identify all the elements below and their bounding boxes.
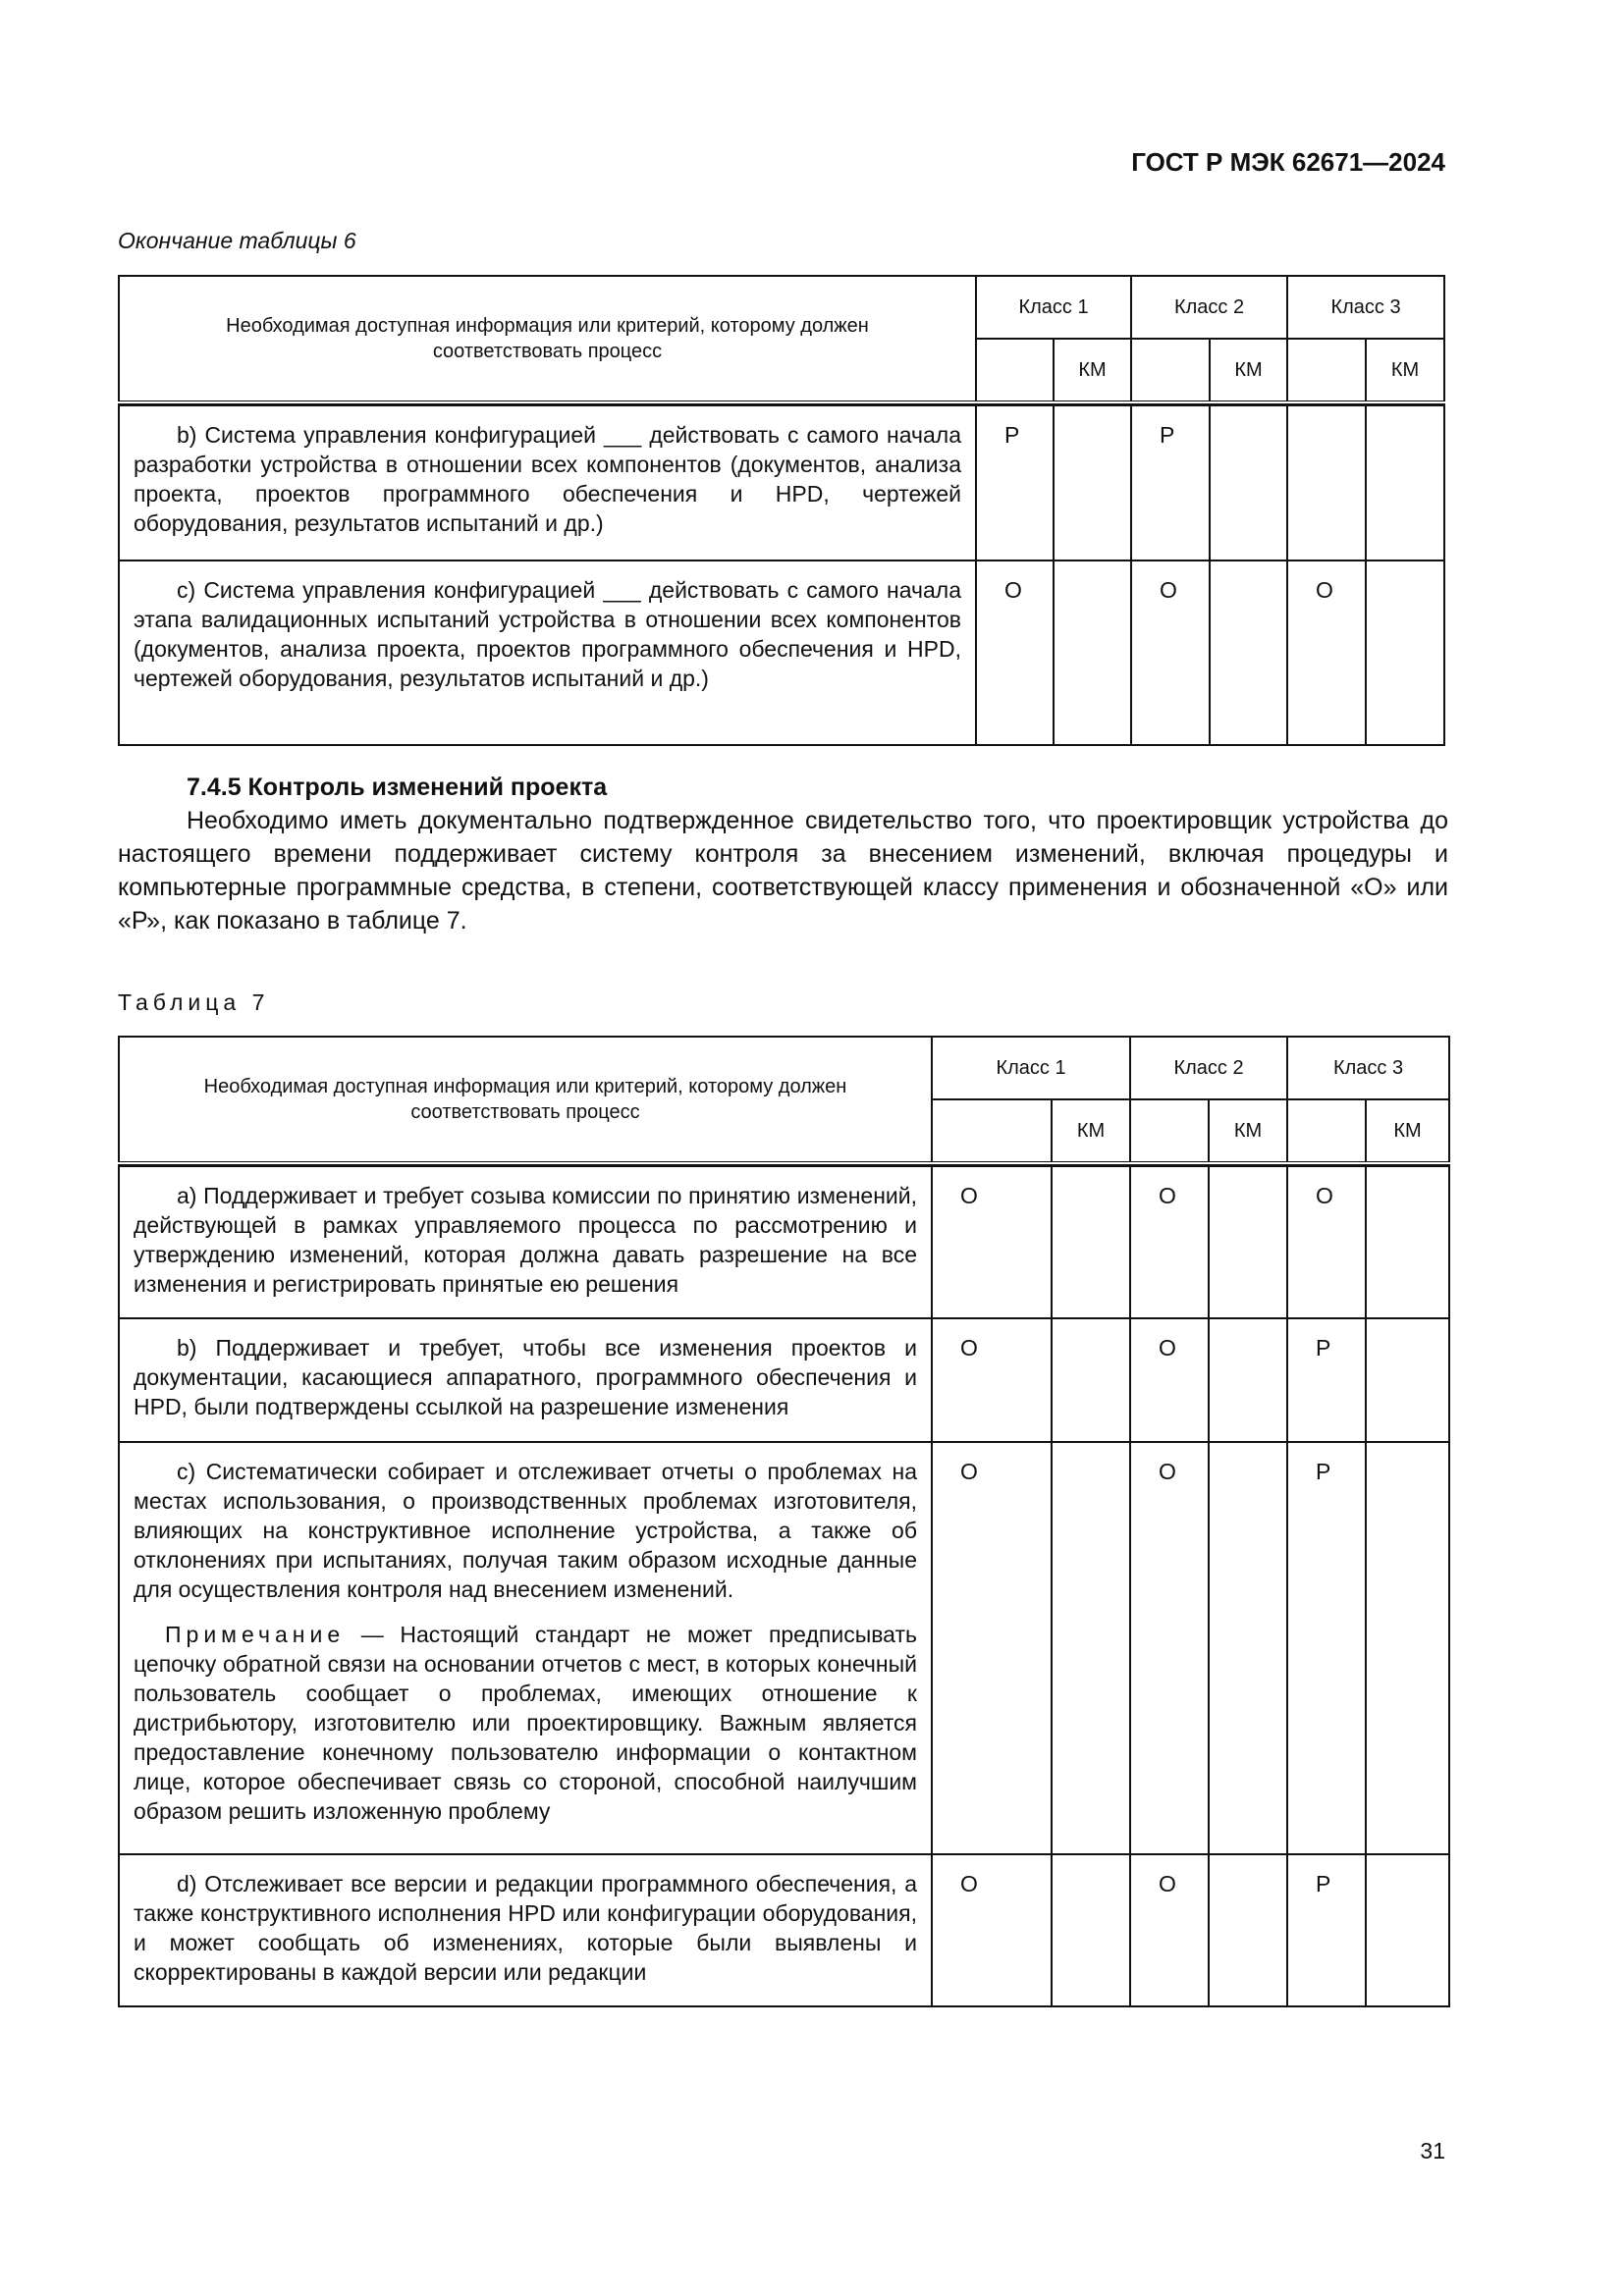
table7 xyxy=(118,1036,1450,2007)
note-text: — Настоящий стандарт не может предписывать цепочку обратной связи на основании отчетов с мест, в которых конечный пользователь сообщает о проблемах, имеющих отношение к дистрибьютору, изготовителю или проектировщику. Важным является предоставление конечному пользователю информации о контактном лице, которое обеспечивает связь со стороной, способной наилучшим образом решить изложенную проблему xyxy=(134,1622,917,1824)
table7-row-b-mark-4 xyxy=(1209,1318,1287,1442)
table6-row xyxy=(119,561,1444,745)
table7-class2-blank xyxy=(1130,1099,1209,1163)
table6-row-c-mark-2 xyxy=(1054,561,1131,745)
section-body: Необходимо иметь документально подтвержденное свидетельство того, что проектировщик устройства до настоящего времени поддерживает систему контроля за внесением изменений, включая процедуры и компьютерные программные средства, в степени, соответствующей классу применения и обозначенной «О» или «Р», как показано в таблице 7. xyxy=(118,807,1448,934)
table7-row-a-mark-4 xyxy=(1209,1166,1287,1318)
table7-row-a-mark-5: O xyxy=(1287,1166,1366,1318)
table7-row-d-mark-1: O xyxy=(932,1854,1052,2006)
section-title: 7.4.5 Контроль изменений проекта xyxy=(187,774,608,801)
section-7-4-5 xyxy=(118,771,1448,937)
table6-class2-blank xyxy=(1131,339,1210,402)
table6-class1-km: КМ xyxy=(1054,339,1131,402)
table7-row-a-mark-3: O xyxy=(1130,1166,1209,1318)
table7-row-d-mark-3: O xyxy=(1130,1854,1209,2006)
table6-row-b-mark-5 xyxy=(1287,405,1366,561)
table6-class1-header: Класс 1 xyxy=(976,276,1131,339)
page-number: 31 xyxy=(1420,2138,1445,2163)
table7-caption: Таблица 7 xyxy=(118,989,270,1015)
table7-row-b-mark-6 xyxy=(1366,1318,1449,1442)
table7-class2-header: Класс 2 xyxy=(1130,1037,1287,1099)
table6-class2-km: КМ xyxy=(1210,339,1287,402)
table7-row xyxy=(119,1854,1449,2006)
table6-row-b-mark-1: P xyxy=(976,405,1054,561)
table7-row-b-mark-1: O xyxy=(932,1318,1052,1442)
table6-class1-blank xyxy=(976,339,1054,402)
table6-row xyxy=(119,405,1444,561)
table7-row-c-mark-5: P xyxy=(1287,1442,1366,1854)
table6-class3-header: Класс 3 xyxy=(1287,276,1444,339)
table7-criterion-header: Необходимая доступная информация или критерий, которому должен соответствовать процесс xyxy=(119,1037,932,1163)
table7-row-a-mark-6 xyxy=(1366,1166,1449,1318)
table7-row-c-mark-3: O xyxy=(1130,1442,1209,1854)
table7-row-c-mark-1: O xyxy=(932,1442,1052,1854)
table6-class3-blank xyxy=(1287,339,1366,402)
table6-row-b-mark-3: P xyxy=(1131,405,1210,561)
table7-class3-km: КМ xyxy=(1366,1099,1449,1163)
table7-row-b-mark-5: P xyxy=(1287,1318,1366,1442)
table7-row-c-mark-2 xyxy=(1052,1442,1130,1854)
standard-number: ГОСТ Р МЭК 62671—2024 xyxy=(1131,147,1445,177)
table7-class1-blank xyxy=(932,1099,1052,1163)
table7-row-b-text: b) Поддерживает и требует, чтобы все изменения проектов и документации, касающиеся аппаратного, программного обеспечения и HPD, были подтверждены ссылкой на разрешение изменения xyxy=(134,1335,917,1419)
table7-row-d-mark-5: P xyxy=(1287,1854,1366,2006)
table7-row-a-mark-2 xyxy=(1052,1166,1130,1318)
table7-row xyxy=(119,1166,1449,1318)
table6-row-b-mark-6 xyxy=(1366,405,1444,561)
table7-row-a-mark-1: O xyxy=(932,1166,1052,1318)
table7-class2-km: КМ xyxy=(1209,1099,1287,1163)
table6 xyxy=(118,275,1445,746)
table7-row-a-text: a) Поддерживает и требует созыва комиссии по принятию изменений, действующей в рамках управляемого процесса по рассмотрению и утверждению изменений, которая должна давать разрешение на все изменения и регистрировать принятые ею решения xyxy=(134,1183,917,1297)
table7-row-c-text: c) Систематически собирает и отслеживает отчеты о проблемах на местах использования, о производственных проблемах изготовителя, влияющих на конструктивное исполнение устройства, а также об отклонениях при испытаниях, получая таким образом исходные данные для осуществления контроля над внесением изменений. xyxy=(134,1459,917,1602)
table6-class2-header: Класс 2 xyxy=(1131,276,1287,339)
table7-class1-km: КМ xyxy=(1052,1099,1130,1163)
table6-row-b-mark-4 xyxy=(1210,405,1287,561)
table6-row-c-mark-4 xyxy=(1210,561,1287,745)
table6-class3-km: КМ xyxy=(1366,339,1444,402)
table6-row-c-text: c) Система управления конфигурацией ___ действовать с самого начала этапа валидационных испытаний устройства в отношении всех компонентов (документов, анализа проекта, проектов программного обеспечения и HPD, чертежей оборудования, результатов испытаний и др.) xyxy=(134,577,961,691)
table6-row-c-mark-6 xyxy=(1366,561,1444,745)
table7-row xyxy=(119,1318,1449,1442)
table7-row-d-mark-4 xyxy=(1209,1854,1287,2006)
table7-row-b-mark-2 xyxy=(1052,1318,1130,1442)
table7-row-d-mark-2 xyxy=(1052,1854,1130,2006)
table6-caption: Окончание таблицы 6 xyxy=(118,228,356,253)
table6-row-c-mark-5: O xyxy=(1287,561,1366,745)
table7-row xyxy=(119,1442,1449,1854)
table6-row-b-text: b) Система управления конфигурацией ___ действовать с самого начала разработки устройства в отношении всех компонентов (документов, анализа проекта, проектов программного обеспечения и HPD, чертежей оборудования, результатов испытаний и др.) xyxy=(134,422,961,536)
table7-class3-blank xyxy=(1287,1099,1366,1163)
table7-class3-header: Класс 3 xyxy=(1287,1037,1449,1099)
table7-class1-header: Класс 1 xyxy=(932,1037,1130,1099)
table7-row-c-mark-6 xyxy=(1366,1442,1449,1854)
table6-row-b-mark-2 xyxy=(1054,405,1131,561)
table7-row-d-mark-6 xyxy=(1366,1854,1449,2006)
table7-row-c-note xyxy=(134,1620,917,1826)
table6-criterion-header: Необходимая доступная информация или критерий, которому должен соответствовать процесс xyxy=(119,276,976,402)
table7-row-d-text: d) Отслеживает все версии и редакции программного обеспечения, а также конструктивного исполнения HPD или конфигурации оборудования, и может сообщать об изменениях, которые были выявлены и скорректированы в каждой версии или редакции xyxy=(134,1871,917,1985)
table6-row-c-mark-1: O xyxy=(976,561,1054,745)
table7-row-c-mark-4 xyxy=(1209,1442,1287,1854)
note-label: Примечание xyxy=(165,1622,346,1647)
table7-row-b-mark-3: O xyxy=(1130,1318,1209,1442)
table6-row-c-mark-3: O xyxy=(1131,561,1210,745)
